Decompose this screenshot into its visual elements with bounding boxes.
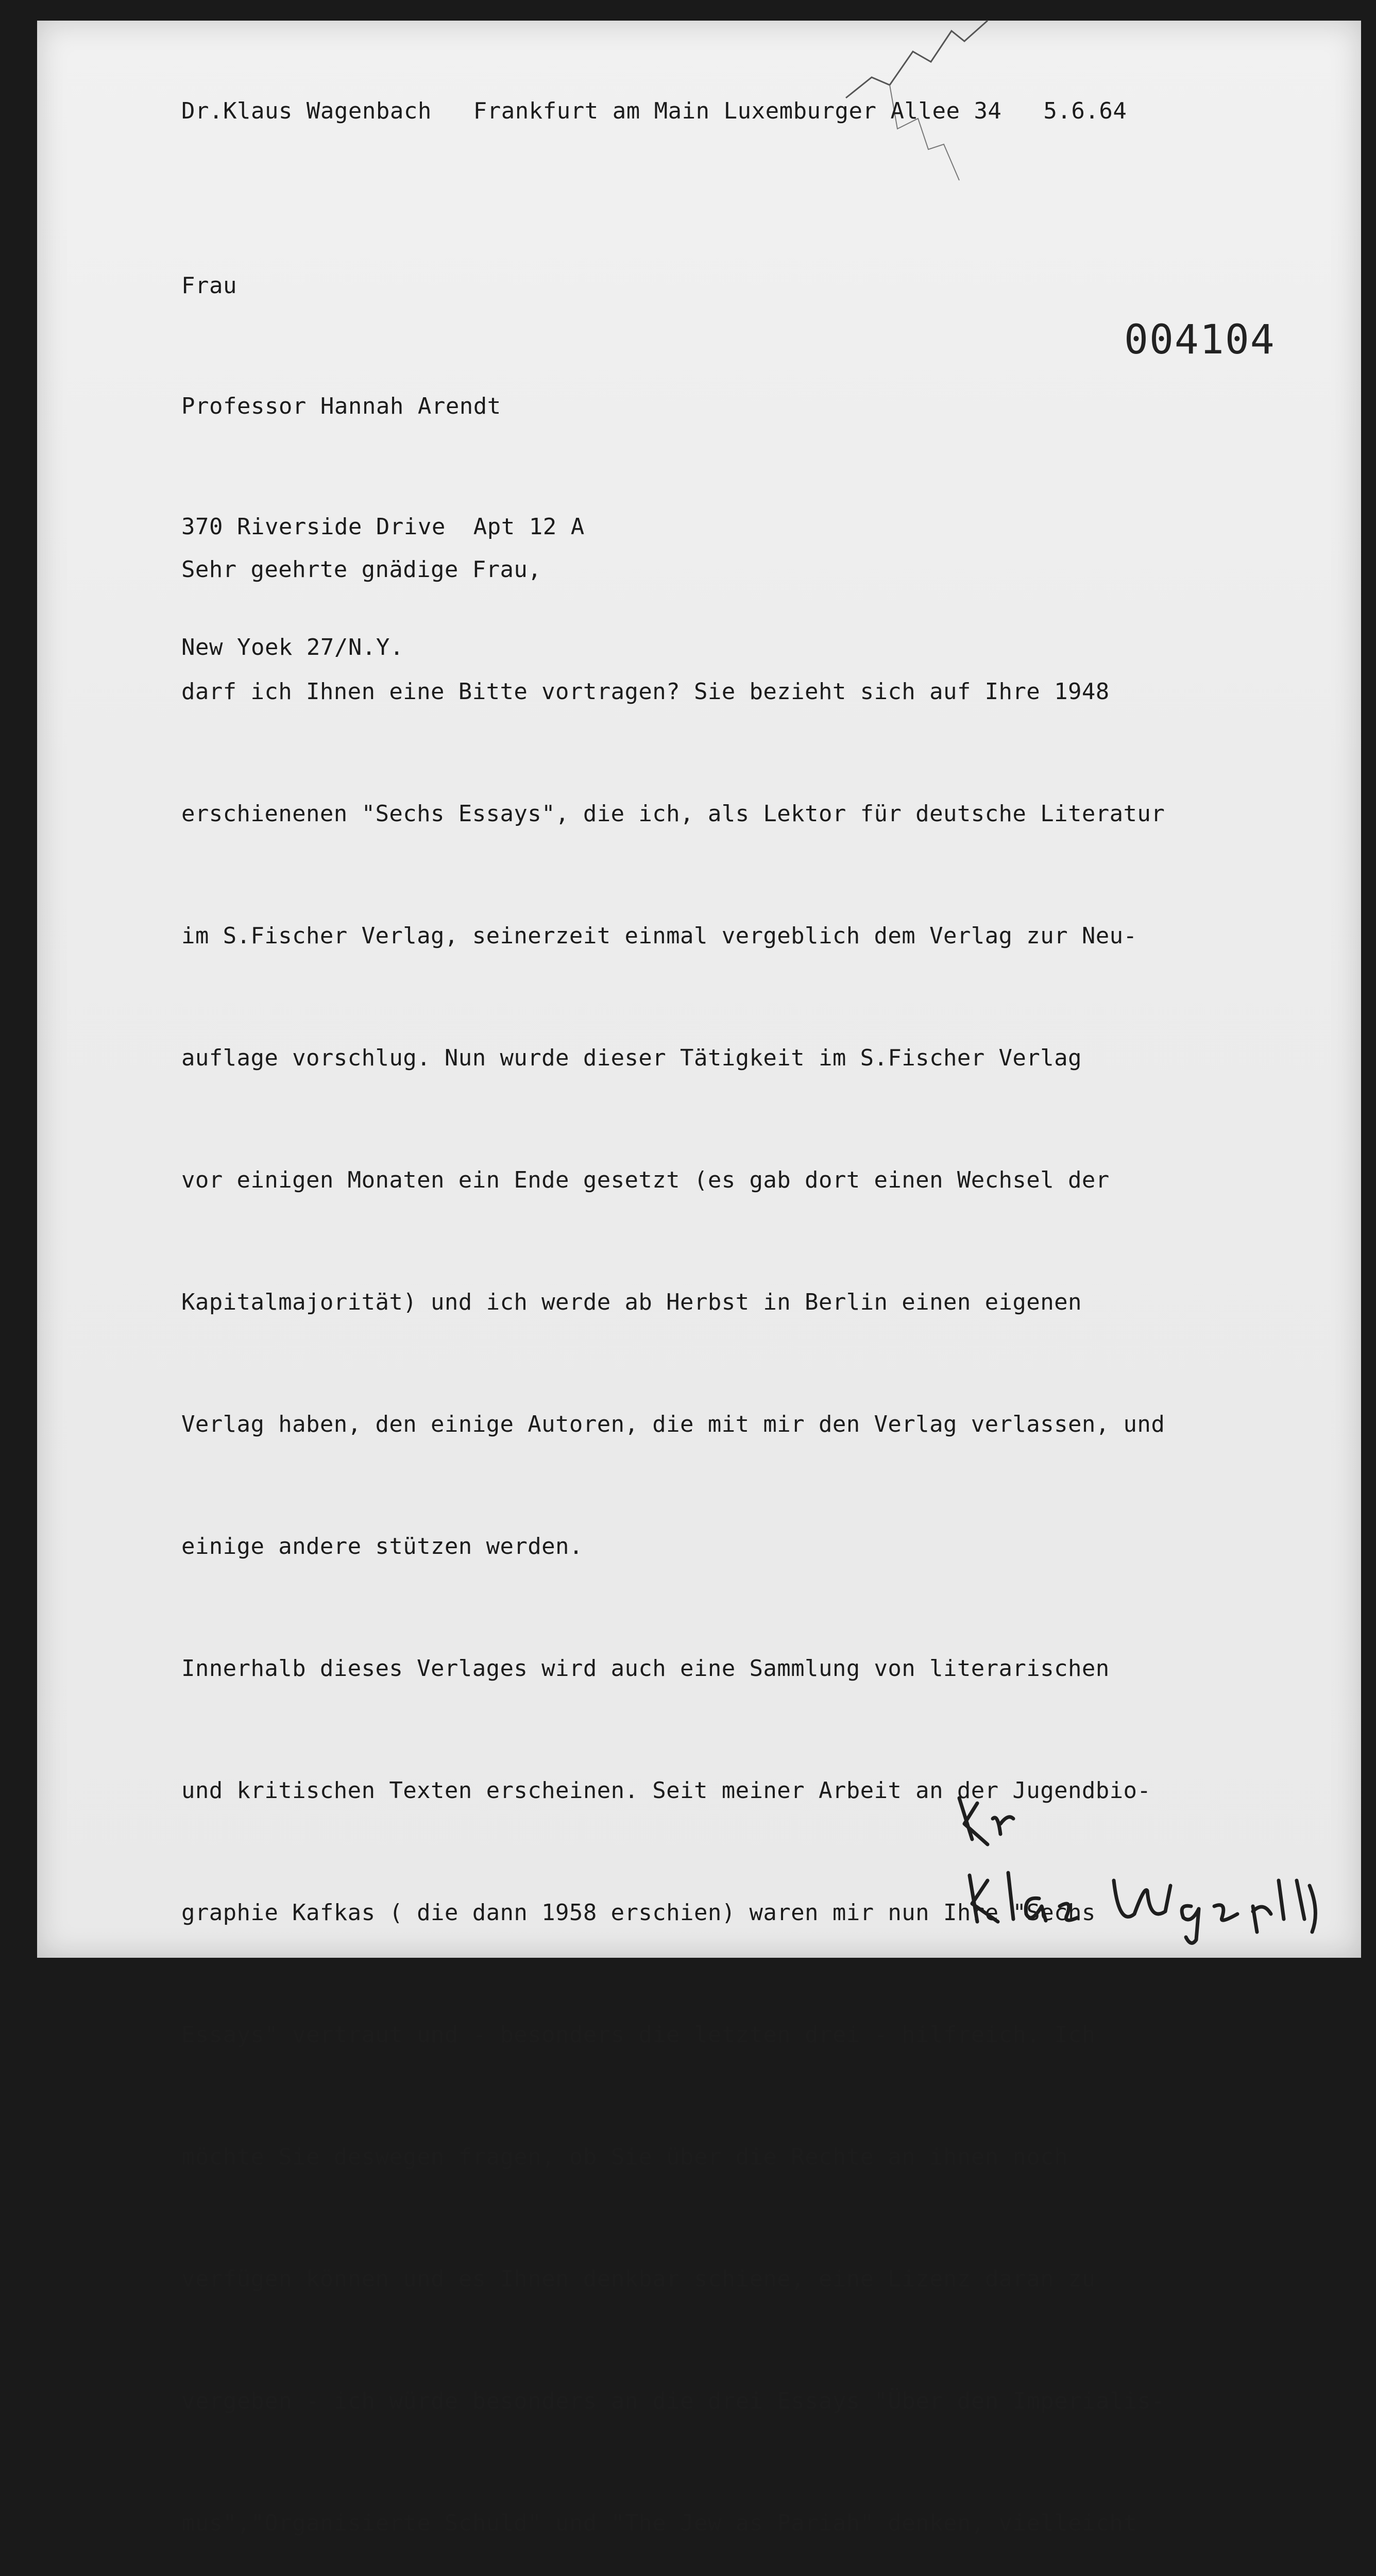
body-line: Sehr geehrte gnädige Frau,: [181, 556, 542, 583]
letter-header: Dr.Klaus Wagenbach Frankfurt am Main Luxemburger Allee 34 5.6.64: [181, 98, 1127, 124]
body-line: verfügen können und es Ihnen denkbar schiene, eine Lizenz daran zu: [181, 2266, 1096, 2292]
recipient-line: Professor Hannah Arendt: [181, 393, 501, 419]
body-line: mus","Organisierte Schuld" und "The Jew as Pariah" denken, vielleicht: [181, 2510, 1137, 2536]
body-line: und kritischen Texten erscheinen. Seit meiner Arbeit an der Jugendbio-: [181, 1777, 1151, 1804]
body-line: erschienenen "Sechs Essays", die ich, als Lektor für deutsche Literatur: [181, 801, 1165, 827]
handwritten-signature: [949, 1783, 1340, 1937]
letter-body: [181, 468, 1165, 2576]
body-line: vergeben - ich würde besonders an die drei Essays "Über den Imperialis-: [181, 2388, 1165, 2414]
body-line: Kapitalmajorität) und ich werde ab Herbst in Berlin einen eigenen: [181, 1289, 1082, 1315]
body-line: im S.Fischer Verlag, seinerzeit einmal vergeblich dem Verlag zur Neu-: [181, 923, 1137, 949]
recipient-line: 370 Riverside Drive Apt 12 A: [181, 514, 585, 540]
body-line: Innerhalb dieses Verlages wird auch eine Sammlung von literarischen: [181, 1655, 1110, 1682]
archive-stamp-number: 004104: [1124, 317, 1276, 363]
body-line: darf ich Ihnen eine Bitte vortragen? Sie bezieht sich auf Ihre 1948: [181, 679, 1110, 705]
recipient-line: New Yoek 27/N.Y.: [181, 634, 404, 660]
body-line: auflage vorschlug. Nun wurde dieser Tätigkeit im S.Fischer Verlag: [181, 1045, 1082, 1071]
body-line: graphie Kafkas ( die dann 1958 erschien) waren mir nun Ihre "Sechs: [181, 1900, 1096, 1926]
body-line: einige andere stützen werden.: [181, 1533, 583, 1560]
body-line: vor einigen Monaten ein Ende gesetzt (es gab dort einen Wechsel der: [181, 1167, 1110, 1193]
letter-page: [37, 21, 1361, 2536]
body-line: Verlag haben, den einige Autoren, die mit mir den Verlag verlassen, und: [181, 1411, 1165, 1437]
body-line: Essays" vertraut und - besonders die letzten drei - hilfreich. Ich: [181, 2022, 1096, 2048]
body-line: möchte Sie deswegen fragen, ob Sie über die Rechte an ihnen noch: [181, 2144, 1068, 2170]
recipient-line: Frau: [181, 273, 237, 299]
